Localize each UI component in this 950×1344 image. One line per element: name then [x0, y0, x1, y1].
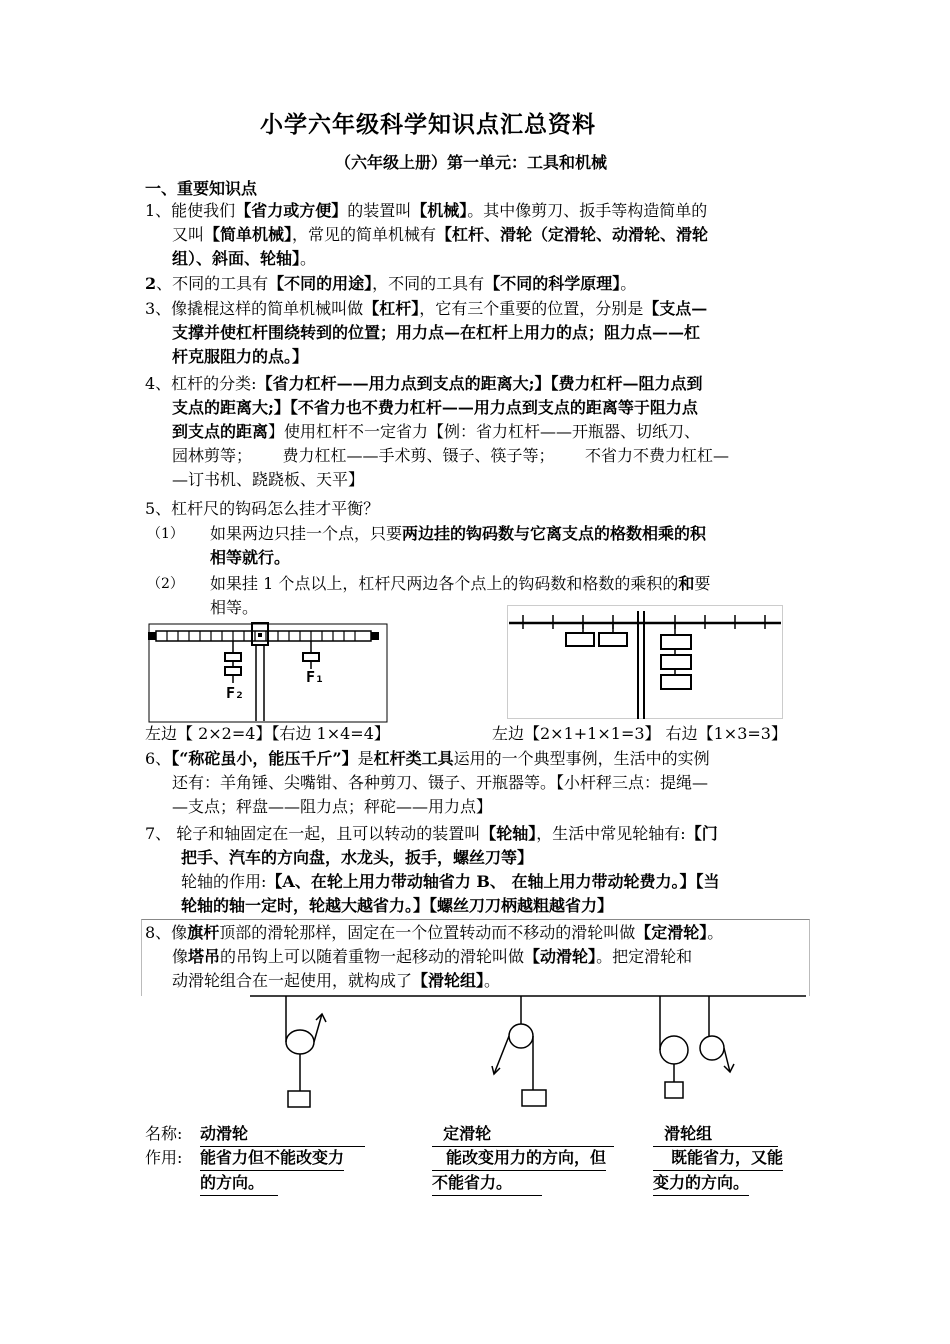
- p1-text-run: 【杠杆、滑轮（定滑轮、动滑轮、滑轮: [436, 225, 709, 244]
- unit-subtitle: （六年级上册）第一单元：工具和机械: [335, 153, 608, 172]
- use-movable-pulley: [200, 1146, 344, 1196]
- p4-text-run: 】使用杠杆不一定省力【例：省力杠杆——开瓶器、切纸刀、: [268, 422, 701, 441]
- p5b-text-run: 如果挂 1 个点以上，杠杆尺两边各个点上的钩码数和格数的乘积的: [210, 574, 679, 593]
- pulley-figures: [250, 994, 810, 1114]
- p6-line: [145, 747, 710, 771]
- p8-text-run: 【动滑轮】: [524, 947, 597, 966]
- p6-text-run: 还有：羊角锤、尖嘴钳、各种剪刀、镊子、开瓶器等。【小杆秤三点：提绳—: [172, 773, 709, 792]
- name-pulley-block-text: 滑轮组: [664, 1124, 713, 1143]
- use-fixed-pulley-line-1-text: 能改变用力的方向，但: [446, 1148, 607, 1167]
- p5b-line: [210, 572, 710, 596]
- p2-line: [145, 272, 636, 296]
- p1-text-run: 【机械】: [411, 201, 468, 220]
- p7-text-run: 轮轴的轴一定时，轮越大越省力。】【螺丝刀刀柄越粗越省力】: [181, 896, 614, 915]
- p1-line: [145, 199, 708, 223]
- p5a-text-run: 两边挂的钩码数与它离支点的格数相乘的积: [402, 524, 707, 543]
- p5-text-run: 5、杠杆尺的钩码怎么挂才平衡？: [145, 499, 380, 518]
- fixed-pulley-icon: [492, 996, 546, 1106]
- point-2: [145, 272, 636, 296]
- p6-text-run: 杠杆类工具: [373, 749, 454, 768]
- p3-text-run: 【杠杆】: [363, 299, 420, 318]
- p8-text-run: 塔吊: [188, 947, 221, 966]
- p8-text-run: 。: [484, 971, 501, 990]
- p8-text-run: 。把定滑轮和: [596, 947, 693, 966]
- point-7: [145, 822, 720, 918]
- p8-text-run: 动滑轮组合在一起使用，就构成了: [172, 971, 413, 990]
- section-heading: 一、重要知识点: [145, 179, 258, 198]
- p5b-text-run: 相等。: [210, 598, 259, 617]
- p3-line: [145, 345, 707, 369]
- name-fixed-pulley: [432, 1122, 614, 1147]
- point-5-sub-1-number: （1）: [147, 526, 184, 542]
- p7-text-run: 【轮轴】: [480, 824, 537, 843]
- p2-text-run: 、不同的工具有: [156, 274, 269, 293]
- p6-text-run: 6、: [145, 749, 172, 768]
- p8-text-run: 旗杆: [187, 923, 220, 942]
- p2-text-run: 【不同的科学原理】: [484, 274, 621, 293]
- p8-text-run: 顶部的滑轮那样，固定在一个位置转动而不移动的滑轮叫做: [219, 923, 636, 942]
- page-title: 小学六年级科学知识点汇总资料: [260, 111, 596, 138]
- name-pulley-block: [653, 1122, 778, 1147]
- point-5-sub-2-number: （2）: [147, 576, 184, 592]
- point-4: [145, 372, 729, 492]
- p8-text-run: 8、像: [145, 923, 188, 942]
- use-pulley-block-line-2: 变力的方向。: [653, 1171, 749, 1196]
- point-3: [145, 297, 707, 369]
- p3-text-run: 【支点—: [643, 299, 708, 318]
- name-fixed-pulley-text: 定滑轮: [443, 1124, 492, 1143]
- p2-text-run: ，不同的工具有: [372, 274, 485, 293]
- point-1: [145, 199, 708, 271]
- p4-text-run: 4、杠杆的分类:: [145, 374, 257, 393]
- force-label-f2: F₂: [226, 684, 245, 702]
- p4-text-run: 园林剪等； 费力杠杠——手术剪、镊子、筷子等； 不省力不费力杠杠—: [172, 446, 730, 465]
- p1-text-run: 又叫: [172, 225, 205, 244]
- p1-text-run: 【省力或方便】: [235, 201, 348, 220]
- p8-text-run: 【滑轮组】: [412, 971, 485, 990]
- p8-line: [145, 945, 723, 969]
- use-movable-pulley-line-1: 能省力但不能改变力: [200, 1146, 344, 1171]
- p1-text-run: 的装置叫: [347, 201, 412, 220]
- p1-text-run: 1、能使我们: [145, 201, 236, 220]
- p8-text-run: 像: [172, 947, 189, 966]
- point-8: [145, 921, 723, 993]
- name-label: 名称:: [145, 1124, 183, 1143]
- p8-text-run: 。: [707, 923, 724, 942]
- use-pulley-block-line-1: [653, 1146, 783, 1171]
- p7-line: [145, 894, 720, 918]
- p7-text-run: 把手、汽车的方向盘，水龙头，扳手，螺丝刀等】: [181, 848, 534, 867]
- p4-text-run: 到支点的距离: [172, 422, 269, 441]
- p7-line: [145, 846, 720, 870]
- p6-line: [145, 771, 710, 795]
- p1-text-run: 。其中像剪刀、扳手等构造简单的: [467, 201, 708, 220]
- p7-text-run: 【A、在轮上用力带动轴省力 B、 在轴上用力带动轮费力。】【当: [266, 872, 720, 891]
- use-pulley-block-line-1-text: 既能省力，又能: [671, 1148, 784, 1167]
- p5a-text-run: 如果两边只挂一个点，只要: [210, 524, 403, 543]
- p7-text-run: 轮轴的作用:: [181, 872, 267, 891]
- use-movable-pulley-line-2: 的方向。: [200, 1171, 278, 1196]
- p5a-line: [210, 522, 706, 546]
- use-fixed-pulley: [432, 1146, 606, 1196]
- p3-text-run: 支撑并使杠杆围绕转到的位置；用力点—在杠杆上用力的点；阻力点——杠: [172, 323, 701, 342]
- p5a-line: [210, 546, 706, 570]
- p8-text-run: 的吊钩上可以随着重物一起移动的滑轮叫做: [220, 947, 525, 966]
- p2-text-run: 。: [620, 274, 637, 293]
- p7-text-run: 7、 轮子和轴固定在一起，且可以转动的装置叫: [145, 824, 481, 843]
- p7-line: [145, 870, 720, 894]
- point-5: [145, 497, 379, 521]
- name-movable-pulley: [200, 1122, 365, 1147]
- p2-text-run: 2: [145, 274, 157, 293]
- p5a-text-run: 相等就行。: [210, 548, 291, 567]
- p3-line: [145, 321, 707, 345]
- p8-line: [145, 969, 723, 993]
- p4-text-run: 支点的距离大;】【不省力也不费力杠杆——用力点到支点的距离等于阻力点: [172, 398, 698, 417]
- p8-text-run: 【定滑轮】: [635, 923, 708, 942]
- name-movable-pulley-text: 动滑轮: [200, 1124, 249, 1143]
- p7-text-run: 【门: [685, 824, 718, 843]
- force-label-f1: F₁: [306, 668, 325, 686]
- p3-line: [145, 297, 707, 321]
- p4-line: [145, 468, 729, 492]
- p5b-text-run: 和: [678, 574, 695, 593]
- p6-text-run: —支点；秤盘——阻力点；秤砣——用力点】: [172, 797, 493, 816]
- use-label: 作用:: [145, 1148, 183, 1167]
- p6-text-run: 运用的一个典型事例，生活中的实例: [453, 749, 710, 768]
- p4-text-run: 【省力杠杆——用力点到支点的距离大;】【费力杠杆—阻力点到: [256, 374, 703, 393]
- p3-text-run: ，它有三个重要的位置，分别是: [419, 299, 644, 318]
- p4-text-run: —订书机、跷跷板、天平】: [172, 470, 365, 489]
- p4-line: [145, 396, 729, 420]
- p6-line: [145, 795, 710, 819]
- lever-figure-left: [148, 623, 388, 723]
- p1-text-run: 【简单机械】: [204, 225, 293, 244]
- p5b-text-run: 要: [694, 574, 711, 593]
- p4-line: [145, 372, 729, 396]
- use-fixed-pulley-line-2: 不能省力。: [432, 1171, 542, 1196]
- lever-figure-right: [507, 605, 783, 719]
- use-pulley-block: [653, 1146, 783, 1196]
- p6-text-run: 【“称砣虽小，能压千斤”】: [171, 749, 358, 768]
- p5-line: [145, 497, 379, 521]
- use-fixed-pulley-line-1: [432, 1146, 606, 1171]
- point-5-sub-1: [210, 522, 706, 570]
- p4-line: [145, 420, 729, 444]
- p1-text-run: 。: [300, 249, 317, 268]
- p3-text-run: 3、像撬棍这样的简单机械叫做: [145, 299, 364, 318]
- p8-line: [145, 921, 723, 945]
- movable-pulley-icon: [286, 996, 326, 1107]
- p1-text-run: ，常见的简单机械有: [292, 225, 437, 244]
- point-6: [145, 747, 710, 819]
- p7-text-run: ，生活中常见轮轴有:: [536, 824, 686, 843]
- p1-text-run: 组）、斜面、轮轴】: [172, 249, 301, 268]
- p2-text-run: 【不同的用途】: [268, 274, 373, 293]
- p3-text-run: 杆克服阻力的点。】: [172, 347, 309, 366]
- caption-right-figure: 左边【2×1+1×1=3】 右边【1×3=3】: [492, 724, 787, 743]
- p7-line: [145, 822, 720, 846]
- p1-line: [145, 247, 708, 271]
- caption-left-figure: 左边【 2×2=4】【右边 1×4=4】: [145, 724, 390, 743]
- p1-line: [145, 223, 708, 247]
- p4-line: [145, 444, 729, 468]
- pulley-block-icon: [660, 996, 734, 1098]
- p6-text-run: 是: [357, 749, 374, 768]
